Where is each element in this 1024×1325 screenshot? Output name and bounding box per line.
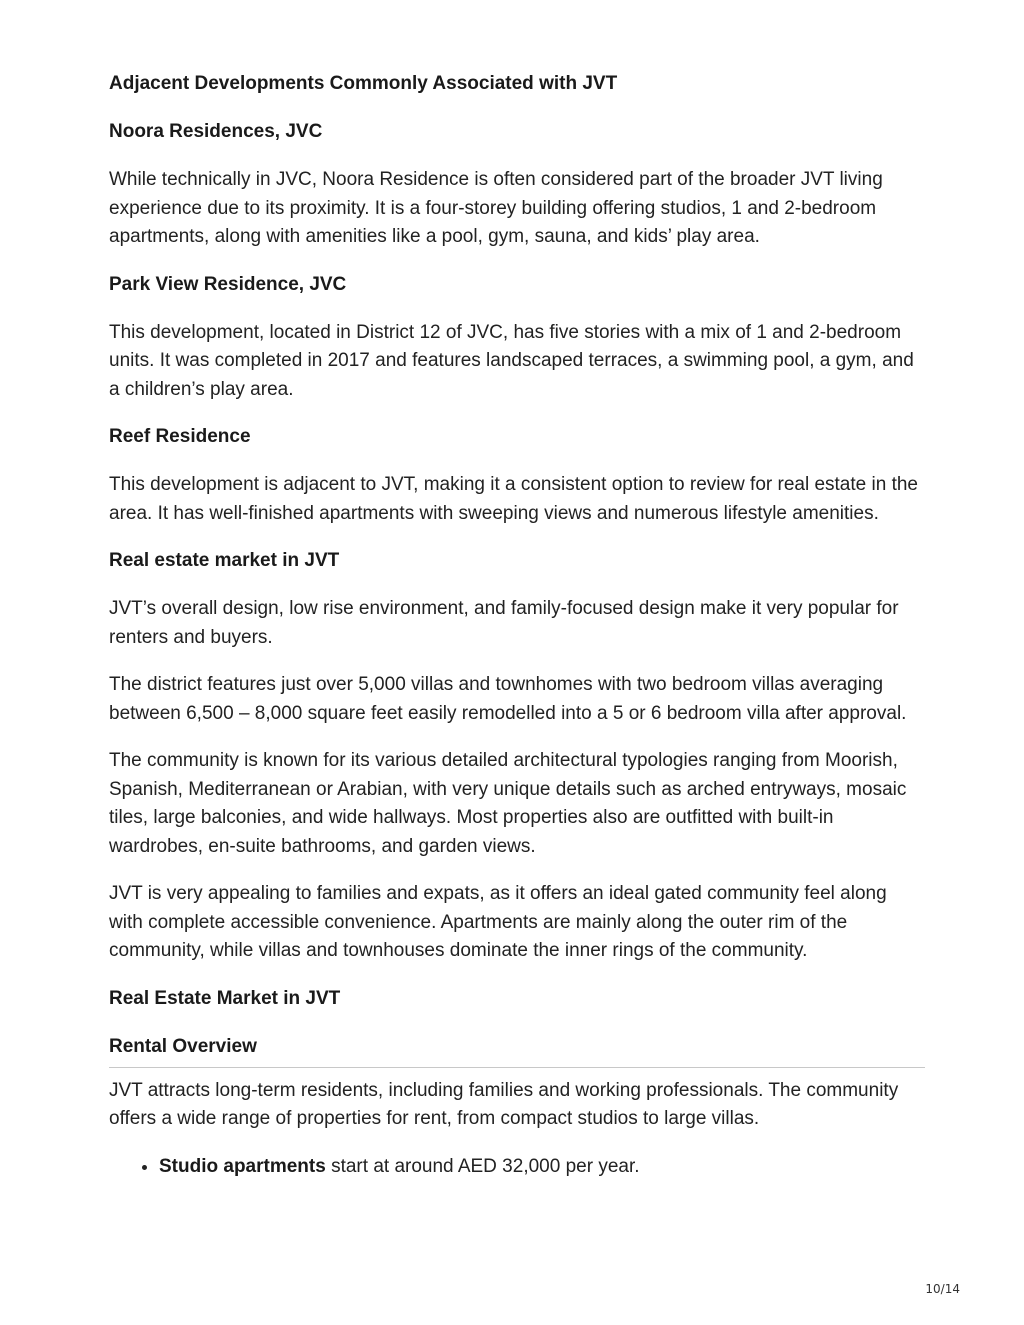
paragraph-families-expats: JVT is very appealing to families and expats, as it offers an ideal gated community feel along with complete accessible convenience. Apartments are mainly along the outer rim of the community, while villas and townhouses dominate the inner rings of the community. bbox=[109, 883, 887, 961]
page-number: 10/14 bbox=[925, 1282, 960, 1296]
paragraph-rental-overview: JVT attracts long-term residents, including families and working professionals. The community offers a wide range of properties for rent, from compact studios to large villas. bbox=[109, 1079, 899, 1129]
paragraph-park-view-residence: This development, located in District 12 of JVC, has five stories with a mix of 1 and 2-bedroom units. It was completed in 2017 and features landscaped terraces, a swimming pool, a gym, and a children’s play area. bbox=[109, 321, 914, 400]
rental-overview-heading: Rental Overview bbox=[109, 1033, 925, 1068]
section-heading-noora-residences: Noora Residences, JVC bbox=[109, 121, 323, 142]
section-heading-adjacent-developments: Adjacent Developments Commonly Associated with JVT bbox=[109, 73, 618, 94]
section-heading-real-estate-market-2: Real Estate Market in JVT bbox=[109, 987, 341, 1009]
list-item-bold-label: Studio apartments bbox=[159, 1155, 326, 1177]
paragraph-architecture: The community is known for its various detailed architectural typologies ranging from Moorish, Spanish, Mediterranean or Arabian, with very unique details such as arched entryways, mosaic tiles, large balconies, and wide hallways. Most properties also are outfitted with built-in wardrobes, en-suite bathrooms, and garden views. bbox=[109, 750, 907, 857]
document-body bbox=[109, 70, 925, 1181]
section-heading-park-view-residence: Park View Residence, JVC bbox=[109, 273, 347, 295]
list-item bbox=[159, 1153, 925, 1181]
paragraph-reef-residence: This development is adjacent to JVT, making it a consistent option to review for real estate in the area. It has well-finished apartments with sweeping views and numerous lifestyle amenities. bbox=[109, 474, 918, 524]
list-item-text: start at around AED 32,000 per year. bbox=[325, 1155, 640, 1177]
rental-price-list bbox=[109, 1153, 925, 1181]
paragraph-jvt-design: JVT’s overall design, low rise environment, and family-focused design make it very popular for renters and buyers. bbox=[109, 598, 899, 648]
paragraph-district-villas: The district features just over 5,000 villas and townhomes with two bedroom villas averaging between 6,500 – 8,000 square feet easily remodelled into a 5 or 6 bedroom villa after approval. bbox=[109, 674, 907, 724]
section-heading-reef-residence: Reef Residence bbox=[109, 426, 251, 447]
paragraph-noora-residences: While technically in JVC, Noora Residence is often considered part of the broader JVT living experience due to its proximity. It is a four-storey building offering studios, 1 and 2-bedroom apartments, along with amenities like a pool, gym, sauna, and kids’ play area. bbox=[109, 169, 883, 247]
section-heading-real-estate-market: Real estate market in JVT bbox=[109, 550, 340, 571]
